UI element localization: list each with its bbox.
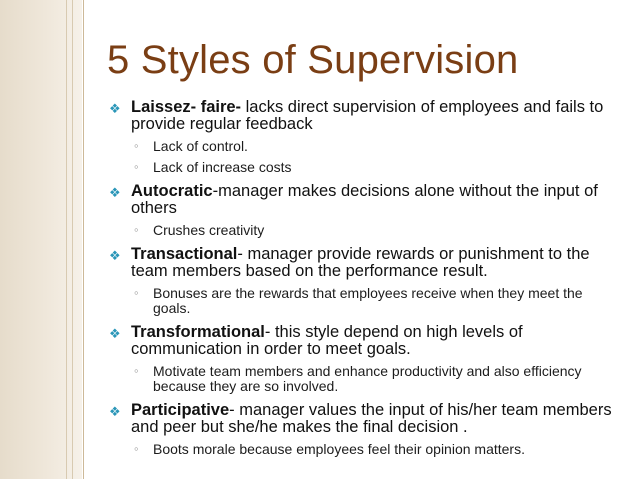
item-text: - manager values the input of his/her team members and peer but she/he makes the final decision . [131,401,612,436]
sub-list [131,286,622,316]
item-text: - this style depend on high levels of communication in order to meet goals. [131,323,523,358]
sub-list-item [131,364,622,394]
circle-bullet-icon: ◦ [134,441,139,456]
circle-bullet-icon: ◦ [134,363,139,378]
sub-list [131,223,622,238]
decorative-left-rail [0,0,82,479]
item-heading: Transactional [131,245,238,263]
diamond-bullet-icon: ❖ [109,185,121,200]
sub-list [131,364,622,394]
circle-bullet-icon: ◦ [134,159,139,174]
diamond-bullet-icon: ❖ [109,101,121,116]
diamond-bullet-icon: ❖ [109,404,121,419]
sub-item-text: Motivate team members and enhance productivity and also efficiency because they are so involved. [153,363,582,394]
decorative-rule [66,0,67,479]
item-heading: Participative [131,401,230,419]
sub-item-text: Lack of control. [153,138,248,154]
slide-title: 5 Styles of Supervision [107,38,519,82]
item-heading: Laissez- faire- [131,98,242,116]
item-text: - manager provide rewards or punishment to the team members based on the performance result. [131,245,590,280]
sub-list-item [131,139,622,154]
decorative-rule [83,0,84,479]
item-heading: Transformational [131,323,265,341]
item-text: -manager makes decisions alone without the input of others [131,182,598,217]
list-item-participative [107,402,622,457]
list-item-transactional [107,246,622,316]
circle-bullet-icon: ◦ [134,222,139,237]
sub-item-text: Boots morale because employees feel their opinion matters. [153,441,525,457]
diamond-bullet-icon: ❖ [109,326,121,341]
list-item-autocratic [107,183,622,238]
item-text: lacks direct supervision of employees and fails to provide regular feedback [131,98,604,133]
sub-list-item [131,223,622,238]
sub-item-text: Crushes creativity [153,222,265,238]
bullet-list [107,99,622,457]
sub-list-item [131,160,622,175]
circle-bullet-icon: ◦ [134,285,139,300]
sub-item-text: Lack of increase costs [153,159,292,175]
sub-list-item [131,442,622,457]
circle-bullet-icon: ◦ [134,138,139,153]
sub-list [131,139,622,175]
item-heading: Autocratic [131,182,213,200]
diamond-bullet-icon: ❖ [109,248,121,263]
sub-item-text: Bonuses are the rewards that employees receive when they meet the goals. [153,285,583,316]
sub-list-item [131,286,622,316]
sub-list [131,442,622,457]
decorative-rule [72,0,73,479]
list-item-laissez-faire [107,99,622,175]
list-item-transformational [107,324,622,394]
